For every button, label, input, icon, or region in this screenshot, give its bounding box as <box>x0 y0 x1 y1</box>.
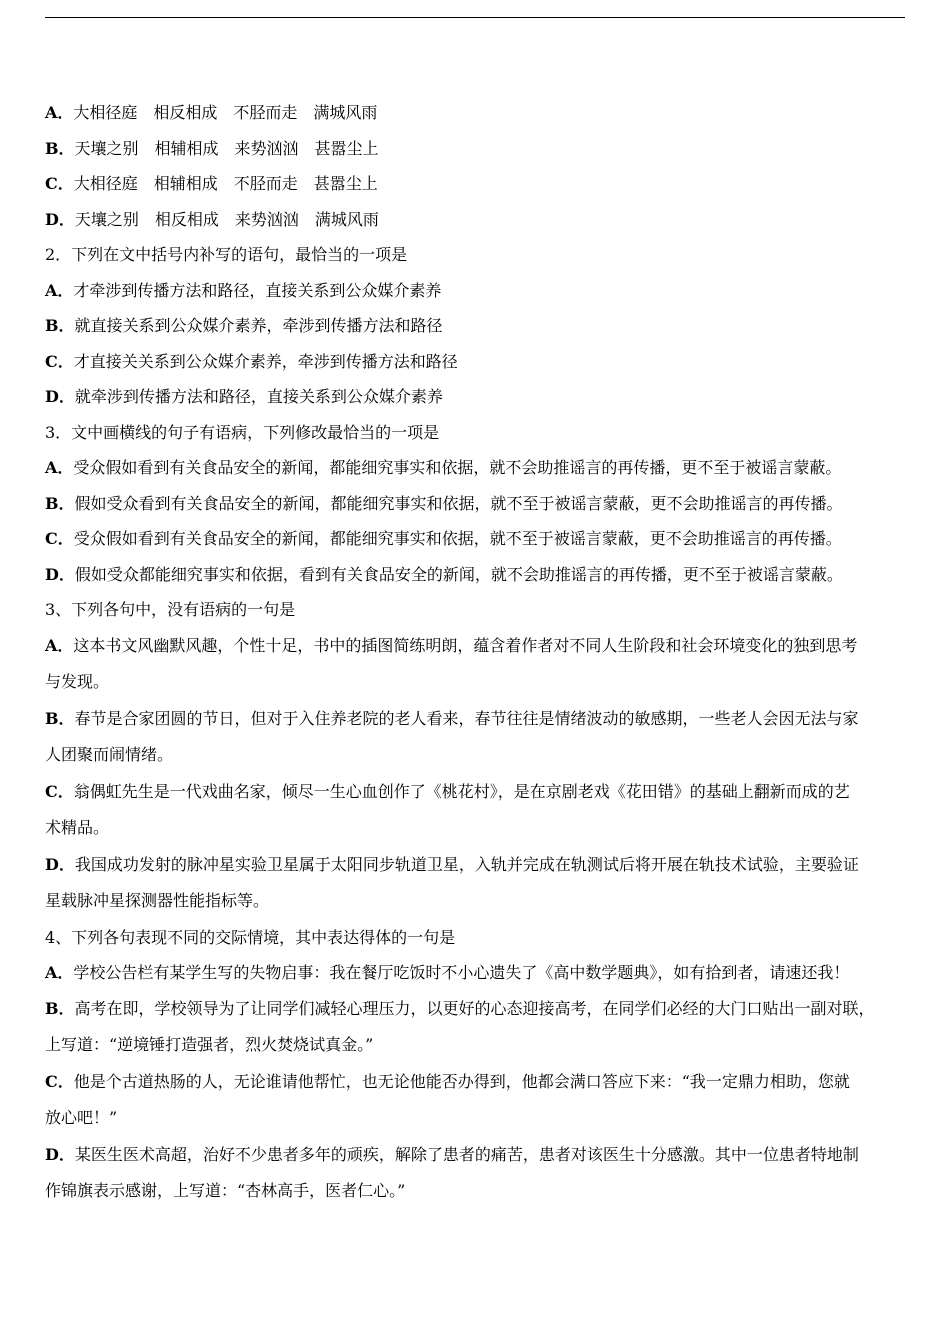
question-3b-stem: 3、下列各句中，没有语病的一句是 <box>45 600 296 619</box>
q4-option-c-cont: 放心吧！” <box>45 1108 118 1127</box>
question-2-stem: 2．下列在文中括号内补写的语句，最恰当的一项是 <box>45 245 408 264</box>
q2-option-c: C．才直接关关系到公众媒介素养，牵涉到传播方法和路径 <box>45 351 458 371</box>
question-4-stem: 4、下列各句表现不同的交际情境，其中表达得体的一句是 <box>45 927 456 947</box>
option-a: A．大相径庭 相反相成 不胫而走 满城风雨 <box>45 103 378 122</box>
q3b-option-d-cont: 星载脉冲星探测器性能指标等。 <box>45 891 270 910</box>
q2-option-d: D．就牵涉到传播方法和路径，直接关系到公众媒介素养 <box>45 387 443 406</box>
q4-option-d: D．某医生医术高超，治好不少患者多年的顽疾，解除了患者的痛苦，患者对该医生十分感激。其中一位患者特地制 <box>45 1144 859 1164</box>
q3b-option-b: B．春节是合家团圆的节日，但对于入住养老院的老人看来，春节往往是情绪波动的敏感期，一些老人会因无法与家 <box>45 708 859 728</box>
q3b-option-b-cont: 人团聚而闹情绪。 <box>45 745 174 764</box>
q3-option-a: A．受众假如看到有关食品安全的新闻，都能细究事实和依据，就不会助推谣言的再传播，更不至于被谣言蒙蔽。 <box>45 458 842 477</box>
q3b-option-c-cont: 术精品。 <box>45 818 110 837</box>
q3b-option-a: A．这本书文风幽默风趣，个性十足，书中的插图简练明朗，蕴含着作者对不同人生阶段和社会环境变化的独到思考 <box>45 635 858 655</box>
q4-option-b: B．高考在即，学校领导为了让同学们减轻心理压力，以更好的心态迎接高考，在同学们必经的大门口贴出一副对联， <box>45 998 875 1018</box>
q2-option-a: A．才牵涉到传播方法和路径，直接关系到公众媒介素养 <box>45 280 442 300</box>
document-body <box>45 95 905 1210</box>
q3b-option-c: C．翁偶虹先生是一代戏曲名家，倾尽一生心血创作了《桃花村》，是在京剧老戏《花田错》的基础上翻新而成的艺 <box>45 781 850 801</box>
option-b: B．天壤之别 相辅相成 来势汹汹 甚嚣尘上 <box>45 138 379 158</box>
header-rule <box>45 17 905 18</box>
q3-option-c: C．受众假如看到有关食品安全的新闻，都能细究事实和依据，就不至于被谣言蒙蔽，更不会助推谣言的再传播。 <box>45 529 842 548</box>
q3b-option-d: D．我国成功发射的脉冲星实验卫星属于太阳同步轨道卫星，入轨并完成在轨测试后将开展在轨技术试验，主要验证 <box>45 854 859 874</box>
q3-option-b: B．假如受众看到有关食品安全的新闻，都能细究事实和依据，就不至于被谣言蒙蔽，更不会助推谣言的再传播。 <box>45 493 843 513</box>
option-c: C．大相径庭 相辅相成 不胫而走 甚嚣尘上 <box>45 174 378 193</box>
question-3-stem: 3．文中画横线的句子有语病，下列修改最恰当的一项是 <box>45 422 440 442</box>
q2-option-b: B．就直接关系到公众媒介素养，牵涉到传播方法和路径 <box>45 316 443 335</box>
q4-option-d-cont: 作锦旗表示感谢，上写道：“杏林高手，医者仁心。” <box>45 1181 406 1200</box>
q4-option-c: C．他是个古道热肠的人，无论谁请他帮忙，也无论他能否办得到，他都会满口答应下来：“我一定鼎力相助，您就 <box>45 1071 850 1091</box>
q4-option-a: A．学校公告栏有某学生写的失物启事：我在餐厅吃饭时不小心遗失了《高中数学题典》，如有拾到者，请速还我！ <box>45 963 850 982</box>
q3b-option-a-cont: 与发现。 <box>45 672 110 691</box>
q3-option-d: D．假如受众都能细究事实和依据，看到有关食品安全的新闻，就不会助推谣言的再传播，更不至于被谣言蒙蔽。 <box>45 564 843 584</box>
q4-option-b-cont: 上写道：“逆境锤打造强者，烈火焚烧试真金。” <box>45 1035 374 1054</box>
option-d: D．天壤之别 相反相成 来势汹汹 满城风雨 <box>45 209 379 229</box>
